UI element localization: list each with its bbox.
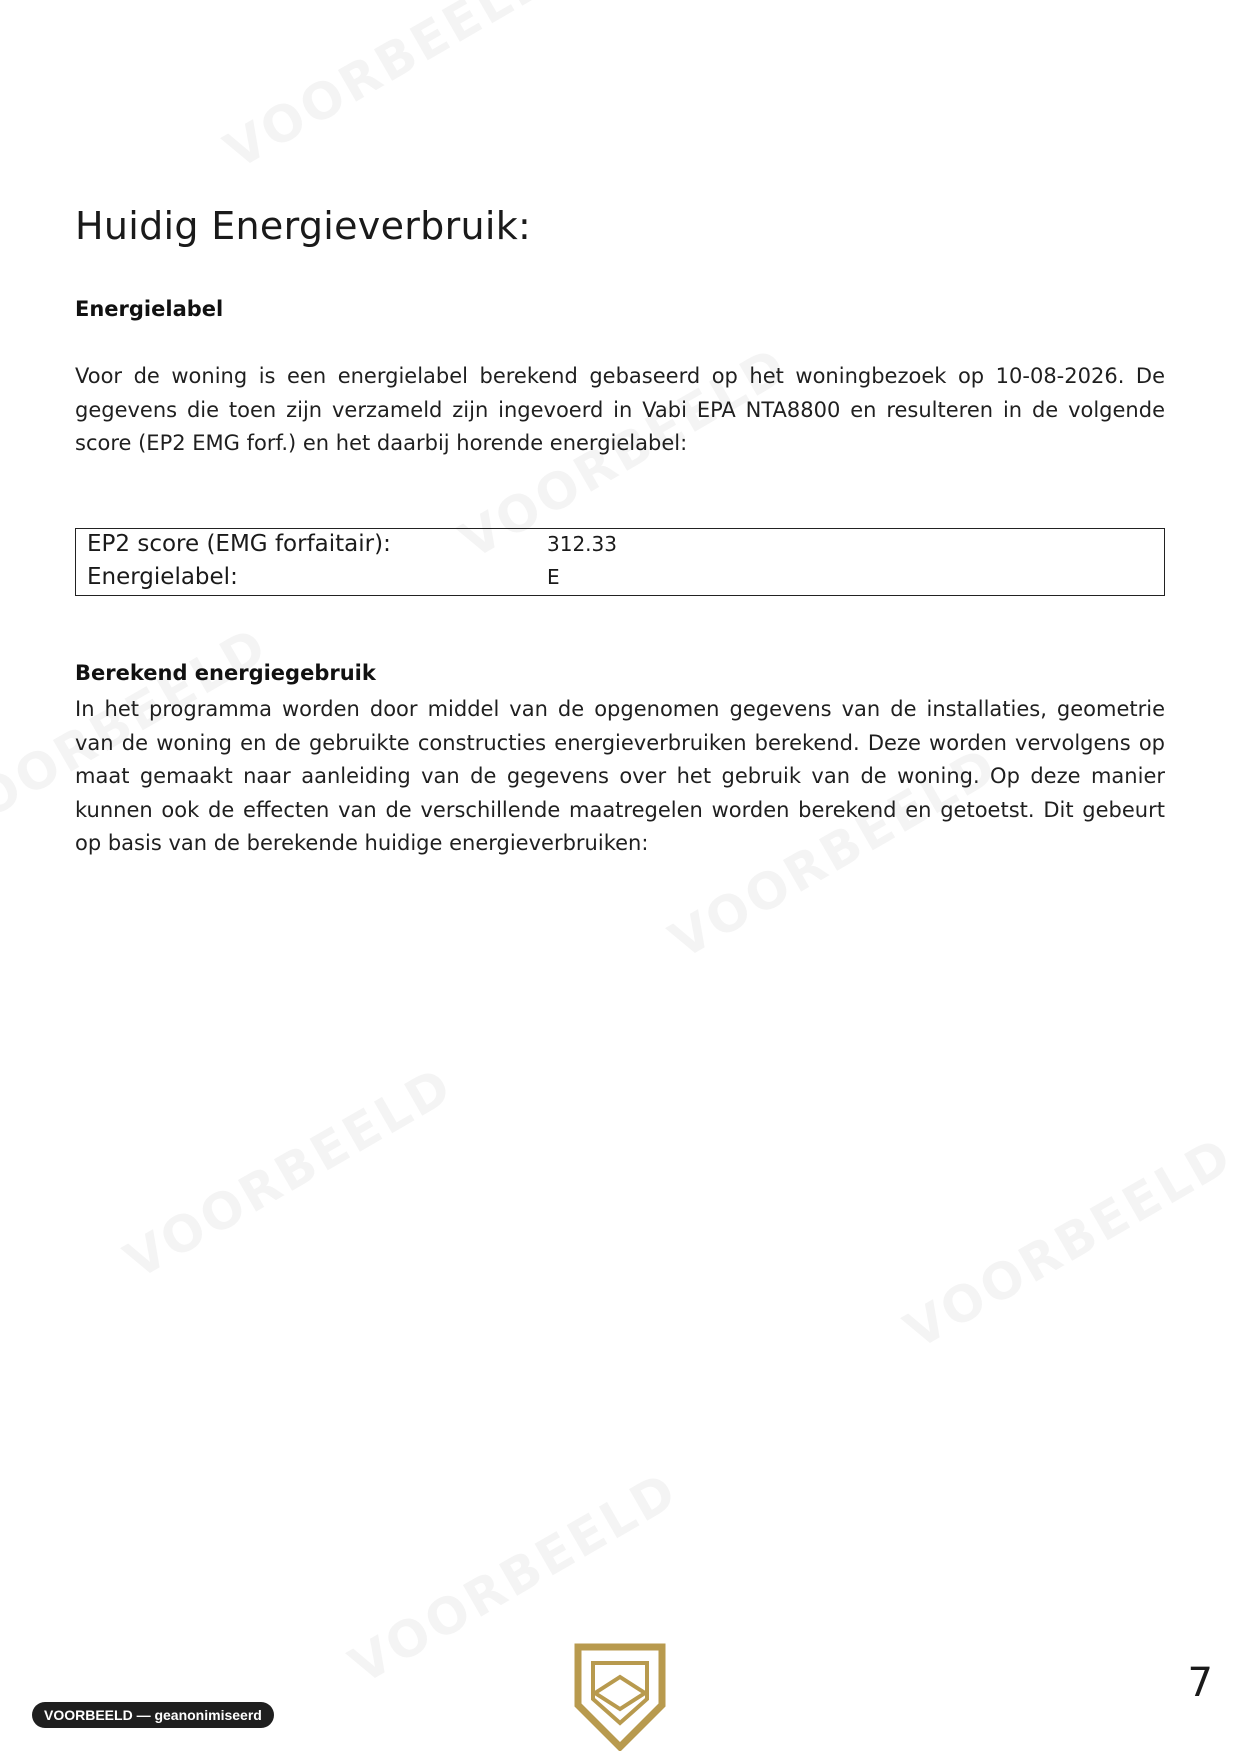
footer-badge: VOORBEELD — geanonimiseerd — [32, 1702, 274, 1728]
watermark — [115, 1056, 463, 1290]
table-cell-value: E — [547, 565, 560, 589]
table-cell-label: EP2 score (EMG forfaitair): — [87, 531, 391, 557]
watermark — [215, 0, 563, 180]
table-cell-value: 312.33 — [547, 532, 617, 556]
energielabel-table — [75, 528, 1165, 596]
watermark — [895, 1126, 1241, 1360]
page-number: 7 — [1187, 1660, 1213, 1706]
table-row — [76, 562, 1164, 595]
table-cell-label: Energielabel: — [87, 564, 238, 590]
energielabel-paragraph: Voor de woning is een energielabel berekend gebaseerd op het woningbezoek op 10-08-2026. De gegevens die toen zijn verzameld zijn ingevoerd in Vabi EPA NTA8800 en resulteren in de volgende score (EP2 EMG forf.) en het daarbij horende energielabel: — [75, 364, 1165, 455]
shield-logo-icon — [573, 1643, 667, 1751]
table-row — [76, 529, 1164, 562]
section-heading-energielabel: Energielabel — [75, 297, 224, 321]
berekend-paragraph: In het programma worden door middel van de opgenomen gegevens van de installaties, geometrie van de woning en de gebruikte constructies energieverbruiken berekend. Deze worden vervolgens op maat gemaakt naar aanleiding van de gegevens over het gebruik van de woning. Op deze manier kunnen ook de effecten van de verschillende maatregelen worden berekend en getoetst. Dit gebeurt op basis van de berekende huidige energieverbruiken: — [75, 697, 1165, 855]
page-title: Huidig Energieverbruik: — [75, 204, 532, 248]
section-heading-berekend: Berekend energiegebruik — [75, 661, 376, 685]
